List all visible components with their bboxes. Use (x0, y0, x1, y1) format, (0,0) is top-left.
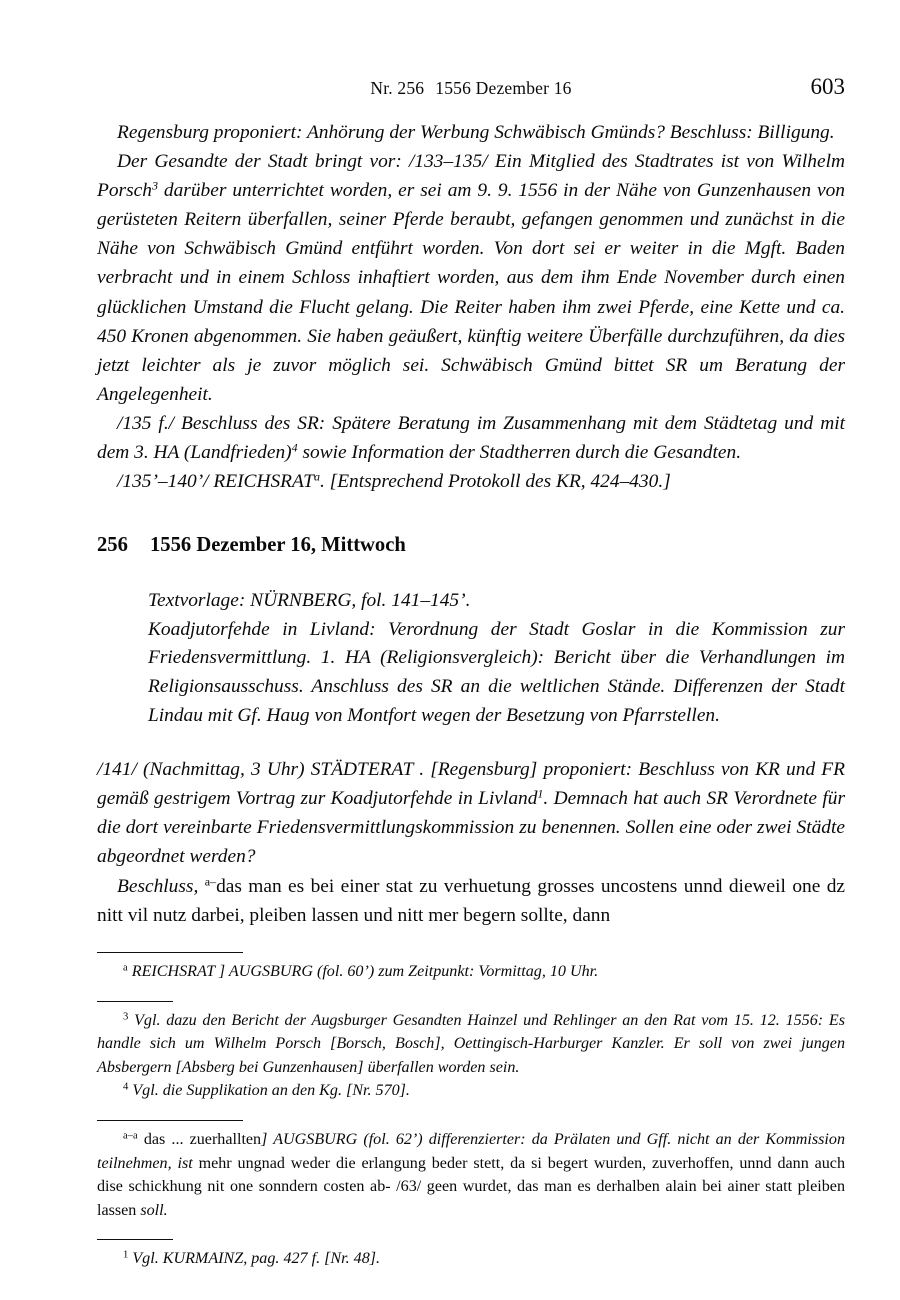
running-head-number: Nr. 256 (370, 78, 425, 98)
footnote-aa-lemma: das ... zuerhallten (143, 1130, 262, 1148)
paragraph-staedterat-part2: . Demnach hat auch SR Verordnete für die dort vereinbarte Friedensvermittlungskommission zu benennen. Sollen eine oder zwei Städte abgeordnet werden? (97, 788, 845, 868)
footnote-block-numbered-lower (97, 1239, 845, 1271)
footnote-1 (97, 1247, 845, 1271)
page-number: 603 (810, 74, 845, 99)
footnote-rule (97, 1239, 173, 1240)
footnote-ref-4[interactable]: 4 (291, 440, 298, 455)
beschluss-label: Beschluss, (117, 875, 199, 897)
paragraph-reichsrat-part1: /135’–140’/ REICHSRAT (117, 471, 314, 493)
paragraph-gesandte-part2: darüber unterrichtet worden, er sei am 9. 9. 1556 in der Nähe von Gunzenhausen von gerüsteten Reitern überfallen, seiner Pferde beraubt, gefangen genommen und zunächst in die Nähe von Schwäbisch Gmünd entführt worden. Von dort sei er weiter in die Mgft. Baden verbracht und in einem Schloss inhaftiert worden, aus dem ihm Ende November durch einen glücklichen Umstand die Flucht gelang. Die Reiter haben ihm zwei Pferde, eine Kette und ca. 450 Kronen abgenommen. Sie haben geäußert, künftig weitere Überfälle durchzuführen, da dies jetzt leichter als je zuvor möglich sei. Schwäbisch Gmünd bittet SR um Beratung der Angelegenheit. (97, 180, 845, 405)
section-title: 1556 Dezember 16, Mittwoch (150, 534, 406, 557)
footnote-aa-seg2: mehr ungnad weder die erlangung beder stett, da si begert wurden, zuverhoffen, unnd dann auch dise schickhung nit one sonndern costen ab- /63/ geen wurdet, das man es derhalben alain bei ainer statt pleiben lassen (97, 1154, 845, 1219)
footnote-marker-a: a (123, 962, 128, 974)
footnote-1-text: Vgl. KURMAINZ, pag. 427 f. [Nr. 48]. (132, 1250, 381, 1268)
footnote-apparatus (97, 952, 845, 1271)
regest-source: Textvorlage: NÜRNBERG, fol. 141–145’. (148, 590, 471, 612)
footnote-rule (97, 1001, 173, 1002)
paragraph-beschluss-sr-part2: sowie Information der Stadtherren durch die Gesandten. (297, 442, 742, 464)
footnote-aa-seg1: ] AUGSBURG (fol. 62’) differenzierter: da Prälaten und Gff. nicht an der Kommission teilnehmen, ist (97, 1130, 845, 1172)
paragraph-reichsrat-part2: . [Entsprechend Protokoll des KR, 424–430.] (319, 471, 671, 493)
footnote-marker-3: 3 (123, 1010, 129, 1022)
footnote-ref-3[interactable]: 3 (151, 178, 158, 193)
variant-ref-a[interactable]: a– (204, 873, 217, 888)
paragraph-beschluss-sr-part1: /135 f./ Beschluss des SR: Spätere Beratung im Zusammenhang mit dem Städtetag und mit dem 3. HA (Landfrieden) (97, 412, 845, 464)
regest-summary: Koadjutorfehde in Livland: Verordnung der Stadt Goslar in die Kommission zur Friedensvermittlung. 1. HA (Religionsvergleich): Bericht über die Verhandlungen im Religionsausschuss. Anschluss des SR an die weltlichen Stände. Differenzen der Stadt Lindau mit Gf. Haug von Montfort wegen der Besetzung von Pfarrstellen. (148, 618, 845, 726)
footnote-4 (97, 1079, 845, 1103)
footnote-rule (97, 1120, 243, 1121)
footnote-marker-1: 1 (123, 1249, 129, 1261)
section-number: 256 (97, 534, 128, 557)
page-body (97, 118, 845, 930)
footnote-rule (97, 952, 243, 953)
paragraph-beschluss (97, 872, 845, 930)
regest-block (148, 587, 845, 730)
footnote-a (97, 960, 845, 984)
footnote-marker-aa: a–a (123, 1130, 138, 1142)
footnote-block-variants-aa (97, 1120, 845, 1222)
footnote-marker-4: 4 (123, 1081, 129, 1093)
running-head (97, 74, 845, 104)
running-head-date: 1556 Dezember 16 (435, 78, 572, 98)
paragraph-staedterat-part1: /141/ (Nachmittag, 3 Uhr) STÄDTERAT . [Regensburg] proponiert: Beschluss von KR und FR gemäß gestrigem Vortrag zur Koadjutorfehde in Livland (97, 759, 845, 810)
footnote-3-text: Vgl. dazu den Bericht der Augsburger Gesandten Hainzel und Rehlinger an den Rat vom 15. 12. 1556: Es handle sich um Wilhelm Porsch [Borsch, Bosch], Oettingisch-Harburger Kanzler. Er soll von zwei jungen Absbergern [Absberg bei Gunzenhausen] überfallen worden sein. (97, 1011, 845, 1076)
footnote-4-text: Vgl. die Supplikation an den Kg. [Nr. 570]. (132, 1082, 410, 1100)
footnote-block-variants-a (97, 952, 845, 984)
footnote-aa (97, 1128, 845, 1222)
footnote-ref-1[interactable]: 1 (537, 786, 544, 801)
footnote-block-numbered-upper (97, 1001, 845, 1103)
running-head-center (97, 78, 845, 99)
paragraph-gesandte-part1: Der Gesandte der Stadt bringt vor: /133–135/ Ein Mitglied des Stadtrates ist von Wilhelm Porsch (97, 151, 845, 202)
footnote-aa-seg3: soll. (140, 1201, 168, 1219)
paragraph-beschluss-sr (97, 409, 845, 467)
footnote-3 (97, 1009, 845, 1080)
paragraph-staedterat (97, 755, 845, 871)
paragraph-gesandte (97, 147, 845, 409)
footnote-a-text: REICHSRAT ] AUGSBURG (fol. 60’) zum Zeitpunkt: Vormittag, 10 Uhr. (131, 963, 599, 980)
beschluss-text: das man es bei einer stat zu verhuetung grosses uncostens unnd dieweil one dz nitt vil nutz darbei, pleiben lassen und nitt mer begern sollte, dann (97, 875, 845, 926)
paragraph-reichsrat (97, 467, 845, 496)
footnote-ref-a[interactable]: a (313, 469, 320, 484)
section-heading (97, 530, 845, 560)
paragraph-regensburg: Regensburg proponiert: Anhörung der Werbung Schwäbisch Gmünds? Beschluss: Billigung. (117, 122, 835, 143)
